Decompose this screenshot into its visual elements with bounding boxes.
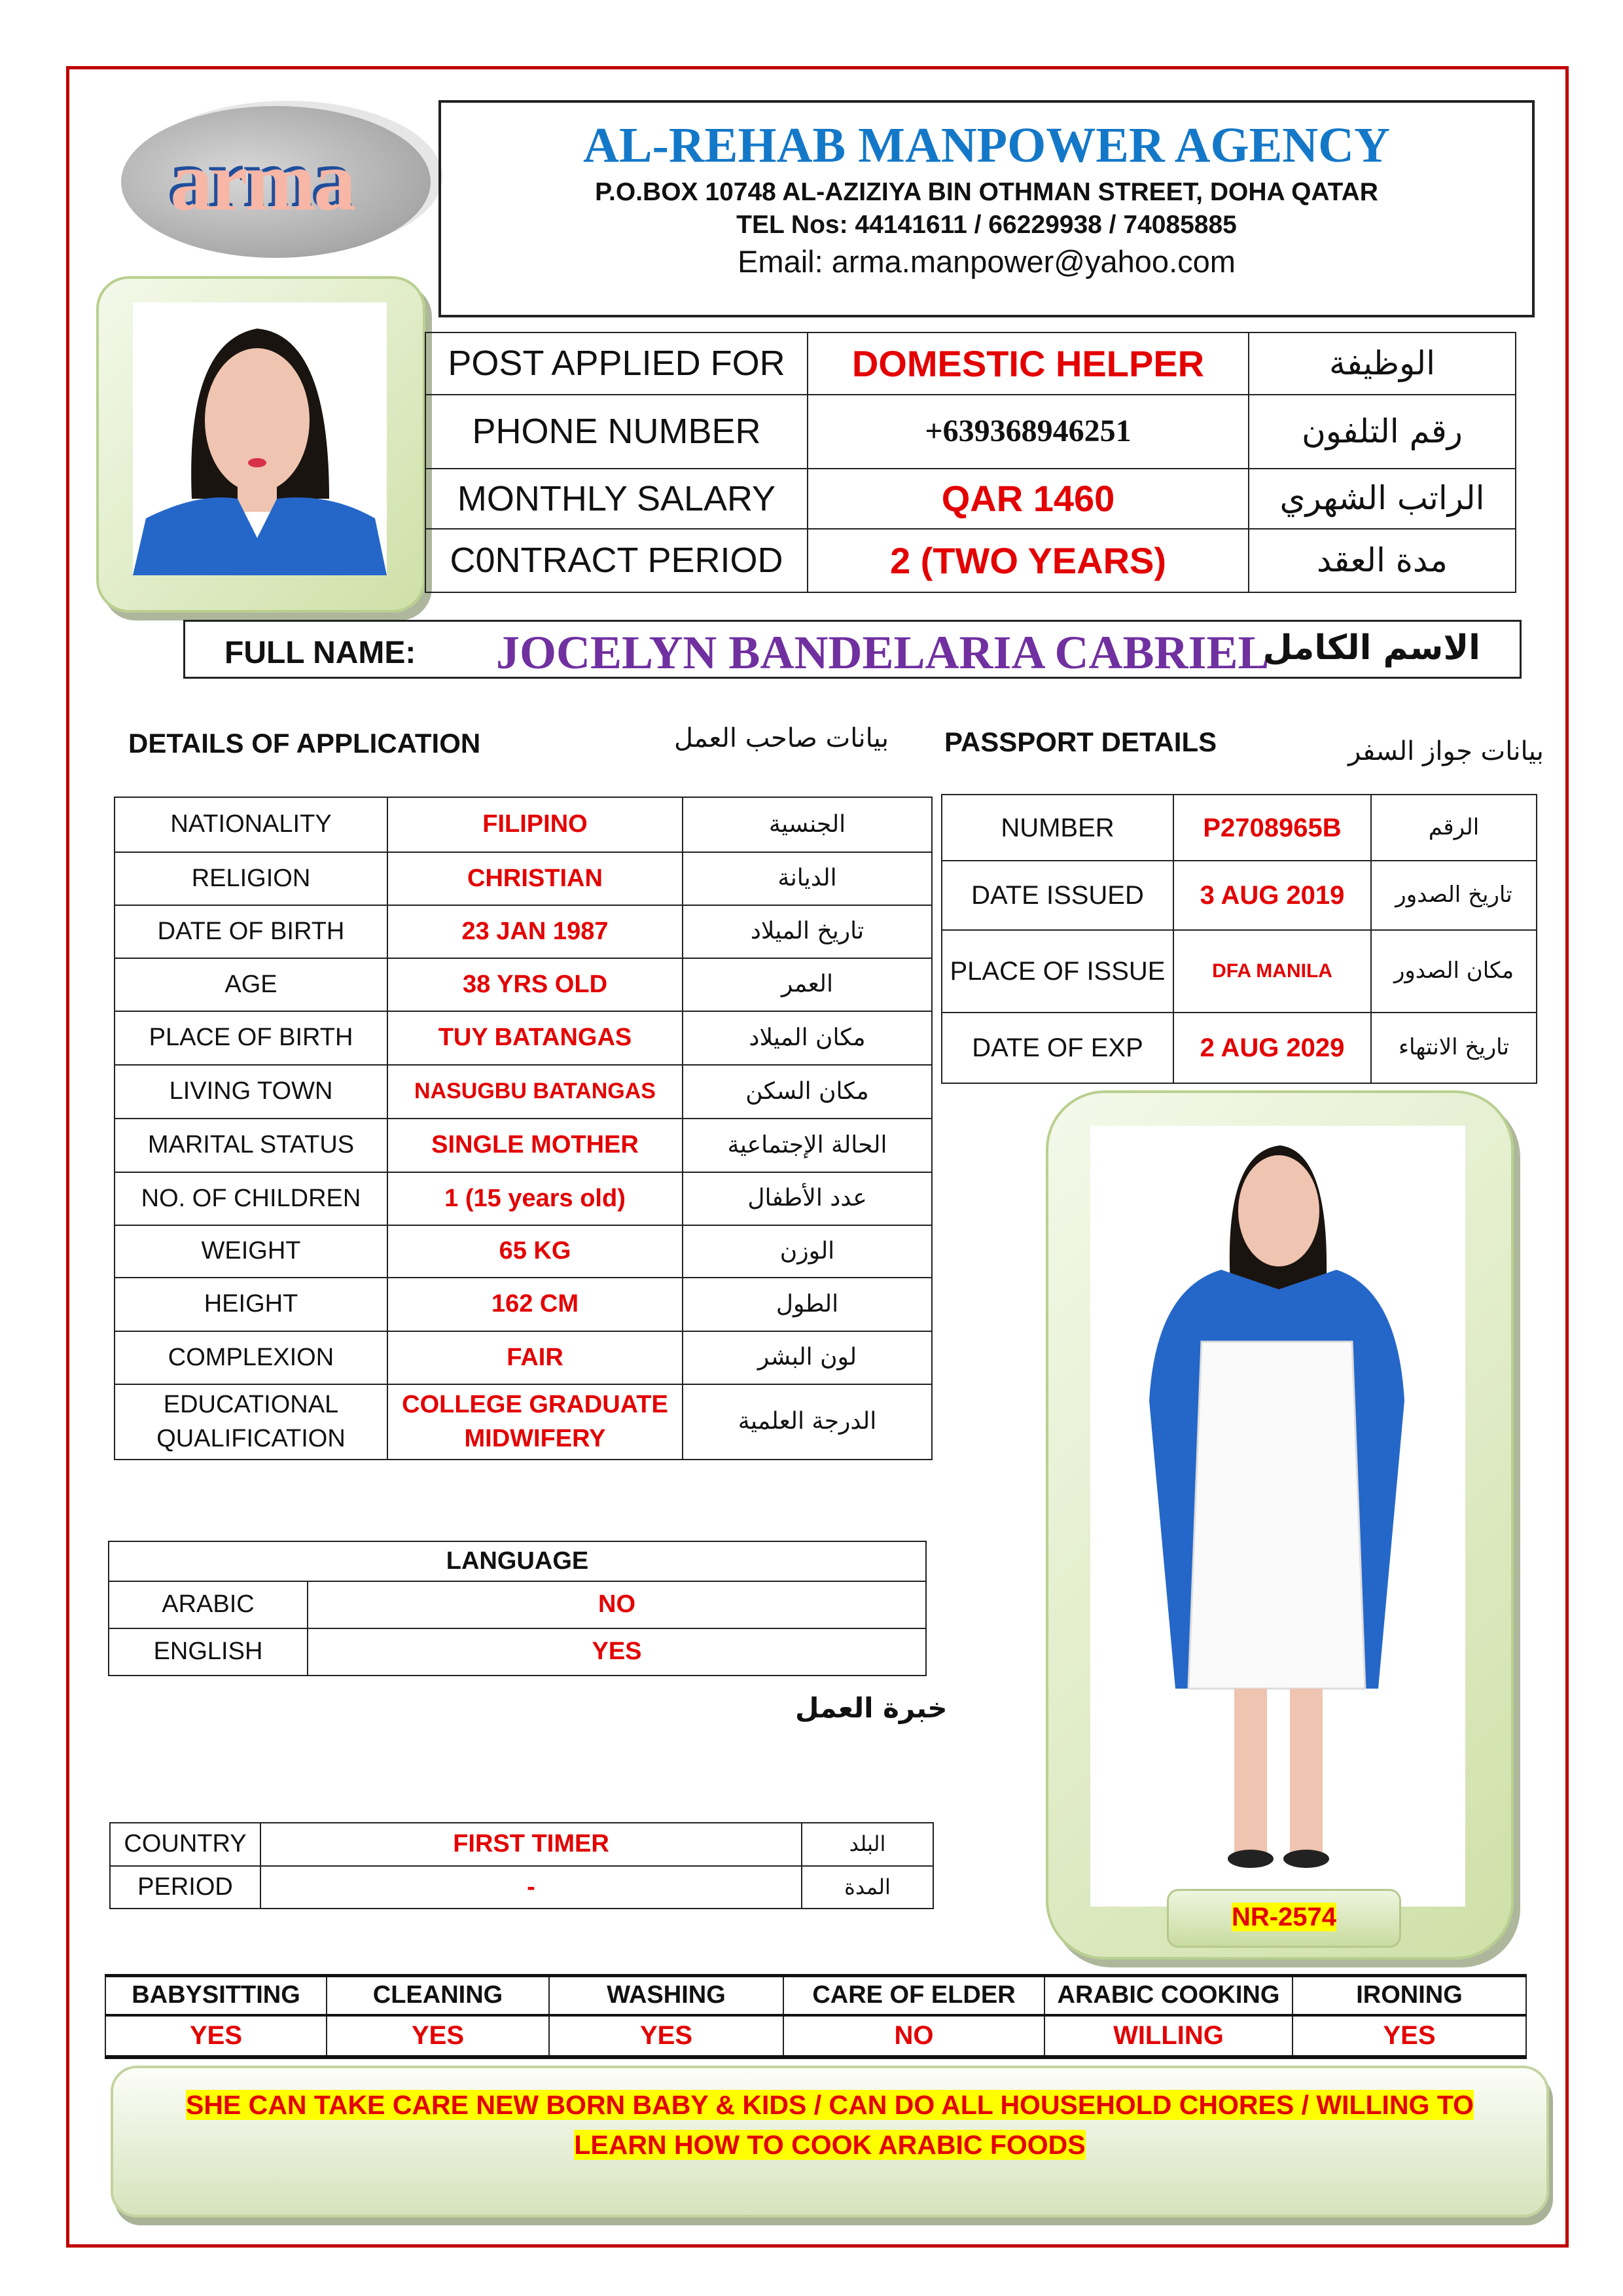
table-row (425, 529, 1516, 592)
table-row (115, 1225, 932, 1278)
row-value: CHRISTIAN (387, 852, 683, 905)
row-value: NASUGBU BATANGAS (387, 1065, 683, 1119)
row-label: DATE OF EXP (942, 1013, 1173, 1083)
row-value: TUY BATANGAS (387, 1011, 683, 1065)
row-label: RELIGION (115, 852, 387, 905)
row-value: 2 (TWO YEARS) (808, 529, 1249, 592)
row-label: PLACE OF BIRTH (115, 1011, 387, 1065)
passport-table (941, 794, 1537, 1084)
table-row (115, 905, 932, 958)
row-value: SINGLE MOTHER (387, 1119, 683, 1172)
agency-address: P.O.BOX 10748 AL-AZIZIYA BIN OTHMAN STREET, DOHA QATAR (595, 178, 1378, 206)
skills-table (105, 1974, 1527, 2059)
skill-value: YES (105, 2015, 327, 2057)
row-label-ar: البلد (802, 1823, 933, 1866)
row-value: DFA MANILA (1173, 930, 1371, 1013)
table-row (942, 861, 1537, 930)
agency-logo: arma (121, 106, 431, 258)
row-value: 2 AUG 2029 (1173, 1013, 1371, 1083)
row-value: 3 AUG 2019 (1173, 861, 1371, 930)
row-label: WEIGHT (115, 1225, 387, 1278)
table-row (115, 1119, 932, 1172)
skill-value: WILLING (1044, 2015, 1293, 2057)
skill-label: CARE OF ELDER (783, 1976, 1044, 2015)
row-value: - (260, 1866, 802, 1909)
row-label: ENGLISH (109, 1628, 308, 1676)
row-label: POST APPLIED FOR (425, 332, 808, 395)
details-heading-ar: بيانات صاحب العمل (674, 723, 889, 753)
table-row (110, 1823, 933, 1866)
experience-table (109, 1822, 934, 1909)
skill-label: WASHING (549, 1976, 783, 2015)
table-row (115, 852, 932, 905)
skill-label: BABYSITTING (105, 1976, 327, 2015)
table-row (425, 395, 1516, 469)
row-value: NO (308, 1581, 926, 1628)
row-label-ar: مكان الميلاد (683, 1011, 932, 1065)
row-label-ar: الرقم (1371, 795, 1537, 861)
table-row (115, 1278, 932, 1331)
skill-label: IRONING (1293, 1976, 1526, 2015)
table-row (115, 1172, 932, 1225)
row-value: +639368946251 (808, 395, 1249, 469)
row-value: 65 KG (387, 1225, 683, 1278)
remarks-box (111, 2066, 1549, 2217)
skill-value: YES (549, 2015, 783, 2057)
row-value: YES (308, 1628, 926, 1676)
row-value: COLLEGE GRADUATE MIDWIFERY (387, 1384, 683, 1460)
row-label: NO. OF CHILDREN (115, 1172, 387, 1225)
full-name-value: JOCELYN BANDELARIA CABRIEL (496, 626, 1270, 679)
row-label: EDUCATIONAL QUALIFICATION (115, 1384, 387, 1460)
row-label-ar: الدرجة العلمية (683, 1384, 932, 1460)
full-body-photo (1090, 1126, 1465, 1907)
row-label-ar: الجنسية (683, 797, 932, 852)
details-table (114, 797, 933, 1460)
table-row (942, 930, 1537, 1013)
row-label: MARITAL STATUS (115, 1119, 387, 1172)
row-label: NUMBER (942, 795, 1173, 861)
row-label-ar: الوظيفة (1249, 332, 1516, 395)
reference-badge: NR-2574 (1167, 1889, 1401, 1948)
row-label-ar: مكان الصدور (1371, 930, 1537, 1013)
row-label: C0NTRACT PERIOD (425, 529, 808, 592)
table-row (110, 1866, 933, 1909)
row-label: DATE ISSUED (942, 861, 1173, 930)
table-row (115, 797, 932, 852)
row-value: 38 YRS OLD (387, 958, 683, 1011)
table-row (115, 1011, 932, 1065)
row-label-ar: مكان السكن (683, 1065, 932, 1119)
table-row (109, 1628, 926, 1676)
row-label: MONTHLY SALARY (425, 469, 808, 529)
row-value: P2708965B (1173, 795, 1371, 861)
row-label-ar: تاريخ الميلاد (683, 905, 932, 958)
row-label: PLACE OF ISSUE (942, 930, 1173, 1013)
row-label-ar: المدة (802, 1866, 933, 1909)
row-label-ar: الوزن (683, 1225, 932, 1278)
row-label-ar: الحالة الإجتماعية (683, 1119, 932, 1172)
row-label-ar: رقم التلفون (1249, 395, 1516, 469)
row-label-ar: لون البشر (683, 1331, 932, 1384)
table-row (115, 1331, 932, 1384)
portrait-photo (133, 302, 387, 575)
row-label-ar: الطول (683, 1278, 932, 1331)
table-row (425, 469, 1516, 529)
table-row (115, 1065, 932, 1119)
row-label: AGE (115, 958, 387, 1011)
agency-email: Email: arma.manpower@yahoo.com (738, 244, 1236, 279)
skill-value: YES (327, 2015, 549, 2057)
table-row (942, 1013, 1537, 1083)
row-value: 23 JAN 1987 (387, 905, 683, 958)
row-value: FILIPINO (387, 797, 683, 852)
row-value: FAIR (387, 1331, 683, 1384)
row-label-ar: الراتب الشهري (1249, 469, 1516, 529)
details-heading: DETAILS OF APPLICATION (128, 728, 481, 759)
row-label: PERIOD (110, 1866, 260, 1909)
passport-heading: PASSPORT DETAILS (944, 726, 1217, 757)
row-label-ar: عدد الأطفال (683, 1172, 932, 1225)
row-value: FIRST TIMER (260, 1823, 802, 1866)
row-value: DOMESTIC HELPER (808, 332, 1249, 395)
row-label: DATE OF BIRTH (115, 905, 387, 958)
row-label: HEIGHT (115, 1278, 387, 1331)
language-heading: LANGUAGE (109, 1541, 926, 1581)
agency-phone: TEL Nos: 44141611 / 66229938 / 74085885 (736, 211, 1237, 239)
row-label-ar: تاريخ الصدور (1371, 861, 1537, 930)
row-label: ARABIC (109, 1581, 308, 1628)
row-label-ar: العمر (683, 958, 932, 1011)
row-label: NATIONALITY (115, 797, 387, 852)
skill-value: NO (783, 2015, 1044, 2057)
row-label: COUNTRY (110, 1823, 260, 1866)
table-row (115, 958, 932, 1011)
row-label: COMPLEXION (115, 1331, 387, 1384)
table-row (425, 332, 1516, 395)
work-experience-heading-ar: خبرة العمل (795, 1692, 948, 1724)
row-label-ar: مدة العقد (1249, 529, 1516, 592)
agency-name: AL-REHAB MANPOWER AGENCY (583, 118, 1390, 173)
row-value: 162 CM (387, 1278, 683, 1331)
table-row (115, 1384, 932, 1460)
row-label: PHONE NUMBER (425, 395, 808, 469)
table-row (942, 795, 1537, 861)
row-label: LIVING TOWN (115, 1065, 387, 1119)
skill-label: CLEANING (327, 1976, 549, 2015)
full-name-label: FULL NAME: (224, 636, 416, 670)
remarks-text: SHE CAN TAKE CARE NEW BORN BABY & KIDS / CAN DO ALL HOUSEHOLD CHORES / WILLING TO LEARN HOW TO COOK ARABIC FOODS (185, 2090, 1474, 2160)
table-row (109, 1581, 926, 1628)
agency-header (438, 100, 1535, 317)
summary-table (425, 332, 1516, 593)
skill-label: ARABIC COOKING (1044, 1976, 1293, 2015)
full-name-box (183, 620, 1522, 679)
row-label-ar: الديانة (683, 852, 932, 905)
full-name-label-ar: الاسم الكامل (1262, 628, 1480, 668)
row-value: 1 (15 years old) (387, 1172, 683, 1225)
passport-heading-ar: بيانات جواز السفر (1348, 736, 1544, 766)
skill-value: YES (1293, 2015, 1526, 2057)
language-table (108, 1541, 927, 1676)
row-value: QAR 1460 (808, 469, 1249, 529)
row-label-ar: تاريخ الانتهاء (1371, 1013, 1537, 1083)
